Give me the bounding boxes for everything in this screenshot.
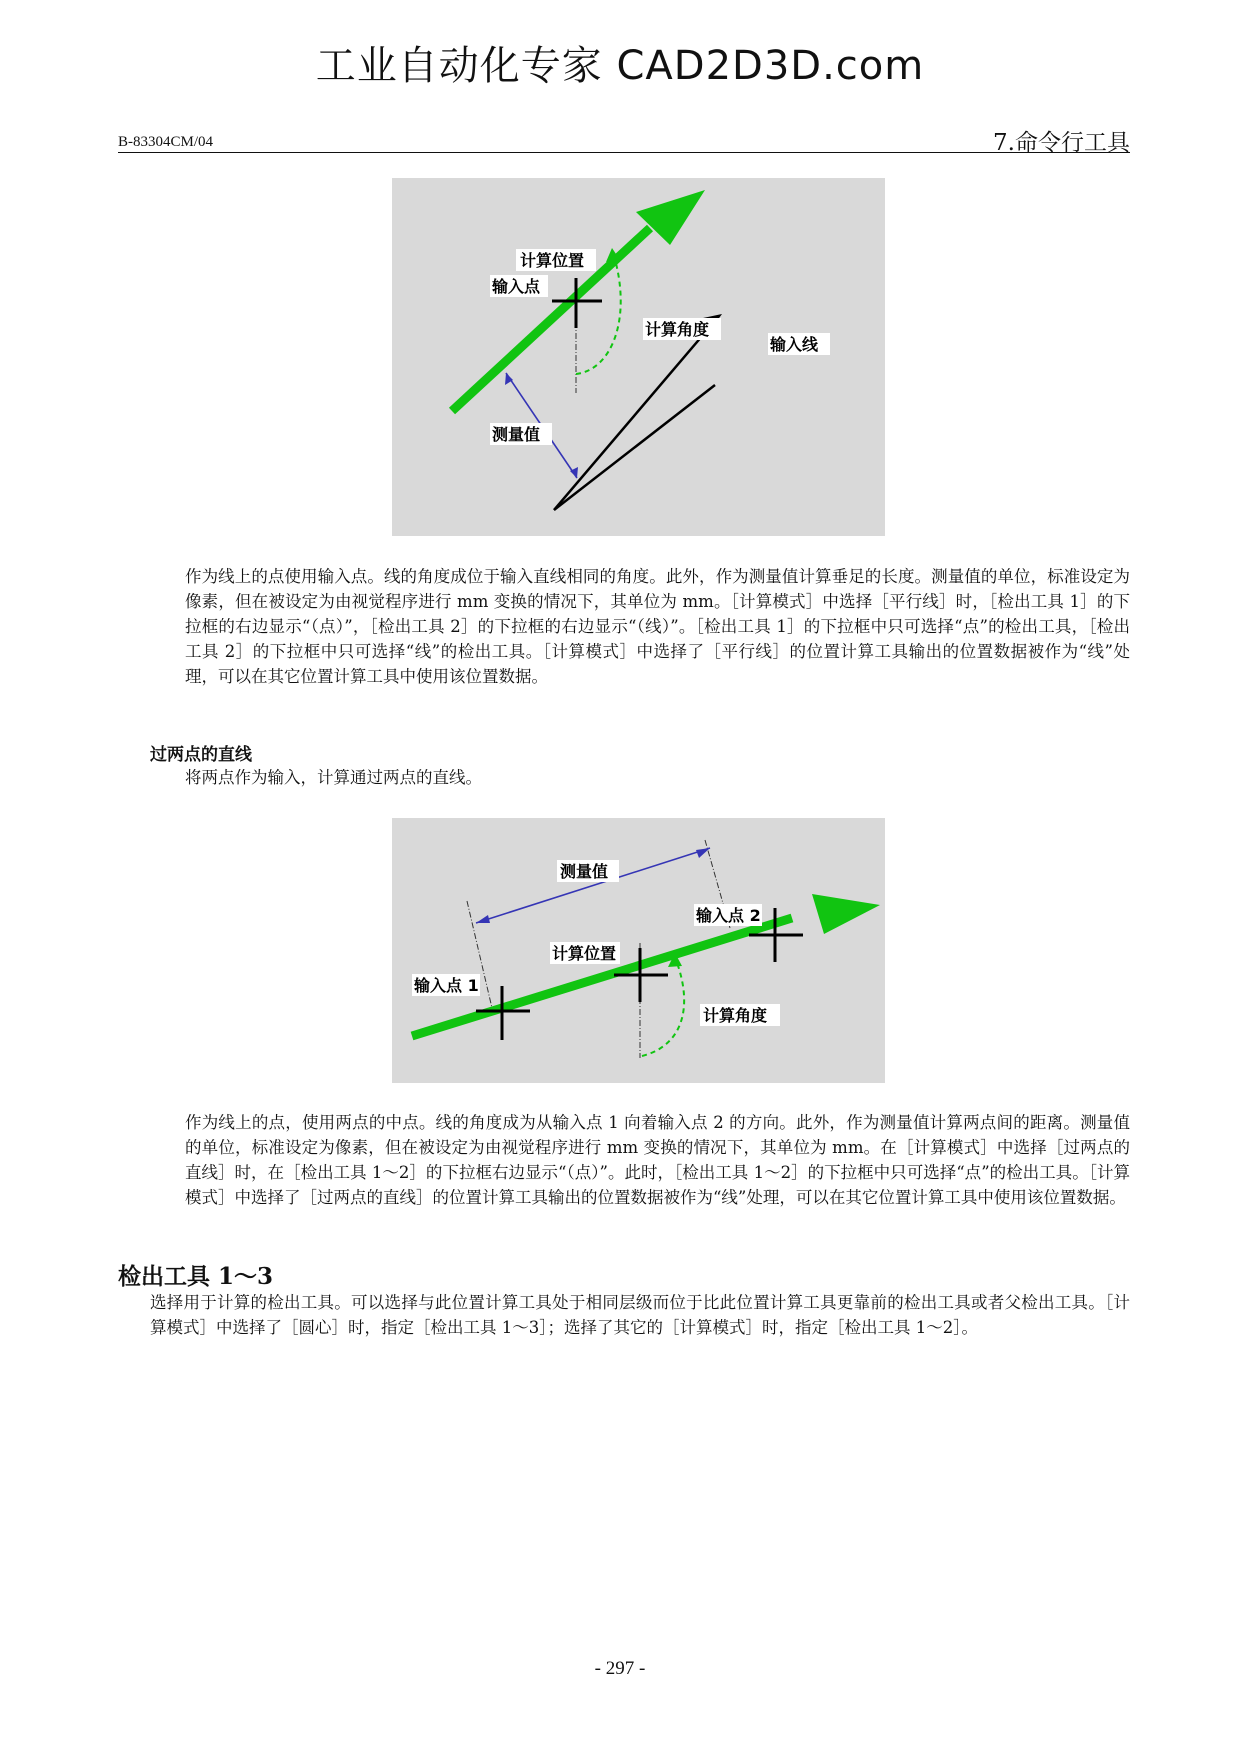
paragraph-two-point-line: 作为线上的点，使用两点的中点。线的角度成为从输入点 1 向着输入点 2 的方向。此外，作为测量值计算两点间的距离。测量值的单位，标准设定为像素，但在被设定为由视觉程序进行 mm 变换的情况下，其单位为 mm。在［计算模式］中选择［过两点的直线］时，在［检出工具 1～2］的下拉框右边显示“（点）”。此时，［检出工具 1～2］的下拉框中只可选择“点”的检出工具。［计算模式］中选择了［过两点的直线］的位置计算工具输出的位置数据被作为“线”处理，可以在其它位置计算工具中使用该位置数据。 [185,1113,1130,1207]
paragraph-detection-tools: 选择用于计算的检出工具。可以选择与此位置计算工具处于相同层级而位于比此位置计算工具更靠前的检出工具或者父检出工具。［计算模式］中选择了［圆心］时，指定［检出工具 1～3］；选择了其它的［计算模式］时，指定［检出工具 1～2］。 [150,1293,1130,1337]
figure-two-point-line [392,818,885,1083]
subparagraph-two-points: 将两点作为输入，计算通过两点的直线。 [185,768,482,787]
measure-arrow-head-top [505,373,513,385]
input-line [554,385,715,510]
label-input-point-2: 输入点 2 [696,906,761,925]
subheading-two-points: 过两点的直线 [150,745,252,765]
label-calc-position: 计算位置 [520,251,585,270]
figure-two-point-line-diagram [392,818,885,1083]
label-measure-value: 测量值 [492,425,541,444]
label-input-point: 输入点 [492,277,541,296]
paragraph-parallel-line: 作为线上的点使用输入点。线的角度成位于输入直线相同的角度。此外，作为测量值计算垂足的长度。测量值的单位，标准设定为像素，但在被设定为由视觉程序进行 mm 变换的情况下，其单位为 mm。［计算模式］中选择［平行线］时，［检出工具 1］的下拉框的右边显示“（点）”，［检出工具 2］的下拉框的右边显示“（线）”。［检出工具 1］的下拉框中只可选择“点”的检出工具，［检出工具 2］的下拉框中只可选择“线”的检出工具。［计算模式］中选择了［平行线］的位置计算工具输出的位置数据被作为“线”处理，可以在其它位置计算工具中使用该位置数据。 [185,567,1130,686]
input-line-body [554,322,714,510]
label-calc-angle: 计算角度 [645,320,710,339]
label-measure-value: 测量值 [560,862,609,881]
header-rule [118,152,1130,153]
page-number: - 297 - [594,1658,646,1679]
chapter-title: 7.命令行工具 [993,130,1130,156]
label-input-point-1: 输入点 1 [414,976,479,995]
figure-parallel-line [392,178,885,536]
label-calc-angle: 计算角度 [703,1006,768,1025]
label-input-line: 输入线 [770,335,819,354]
result-arrowhead [812,894,880,934]
site-banner: 工业自动化专家 CAD2D3D.com [315,43,925,89]
section-heading-detection-tools: 检出工具 1～3 [118,1263,274,1290]
figure-parallel-line-diagram [392,178,885,536]
doc-code: B-83304CM/04 [118,134,214,150]
measure-arrow-head-right [696,848,710,858]
label-calc-position: 计算位置 [552,944,617,963]
measure-arrow-head-left [476,915,490,923]
measure-value-arrow [476,848,710,923]
